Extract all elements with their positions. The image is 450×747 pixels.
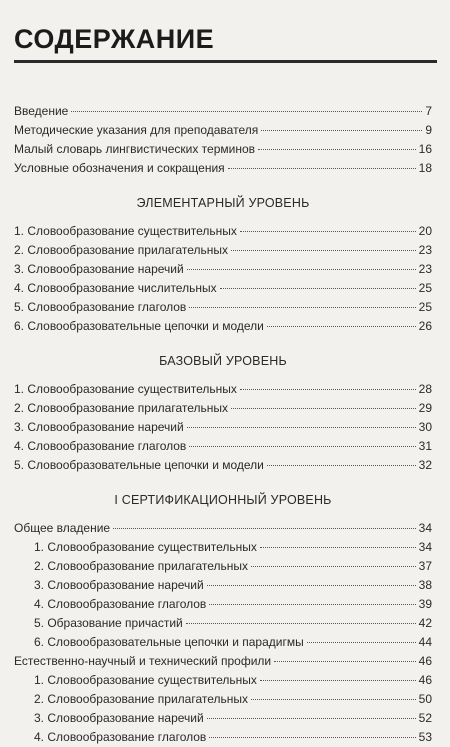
toc-entry-page: 46 [418,654,432,668]
toc-entry-page: 39 [418,597,432,611]
dot-leader [207,718,416,719]
dot-leader [307,642,416,643]
toc-entry-label: 1. Словообразование существительных [34,673,257,687]
toc-entry-label: 5. Образование причастий [34,616,183,630]
dot-leader [251,699,416,700]
dot-leader [187,269,416,270]
dot-leader [274,661,416,662]
toc-entry-label: 1. Словообразование существительных [34,540,257,554]
dot-leader [260,547,416,548]
toc-entry-group[interactable] [14,652,432,671]
toc-entry-label: 3. Словообразование наречий [14,420,184,434]
dot-leader [258,149,416,150]
title-underline [14,60,437,63]
toc-entry-page: 28 [418,382,432,396]
dot-leader [209,737,415,738]
toc-entry-label: 3. Словообразование наречий [34,578,204,592]
toc-entry[interactable] [14,241,432,260]
toc-entry-label: 5. Словообразовательные цепочки и модели [14,458,264,472]
toc-entry-label: 2. Словообразование прилагательных [34,559,249,573]
dot-leader [187,427,416,428]
toc-entry[interactable] [14,298,432,317]
dot-leader [260,680,416,681]
dot-leader [231,250,416,251]
toc-entry[interactable] [14,690,432,709]
toc-entry-label: 4. Словообразование глаголов [34,730,207,744]
dot-leader [207,585,416,586]
dot-leader [231,408,416,409]
toc-entry[interactable] [14,595,432,614]
toc-entry[interactable] [14,456,432,475]
toc-entry-page: 44 [418,635,432,649]
dot-leader [189,446,415,447]
toc-entry[interactable] [14,538,432,557]
toc-entry[interactable] [14,709,432,728]
section-heading-elementary: ЭЛЕМЕНТАРНЫЙ УРОВЕНЬ [136,196,310,210]
toc-entry[interactable] [14,260,432,279]
toc-entry[interactable] [14,576,432,595]
dot-leader [228,168,416,169]
toc-entry-page: 16 [418,142,432,156]
toc-entry-page: 23 [418,262,432,276]
dot-leader [186,623,416,624]
toc-entry-label: 6. Словообразовательные цепочки и парадигмы [34,635,304,649]
table-of-contents [14,102,432,747]
toc-entry-label: 3. Словообразование наречий [14,262,184,276]
toc-entry[interactable] [14,317,432,336]
toc-entry[interactable] [14,102,432,121]
toc-entry-group[interactable] [14,519,432,538]
toc-entry-label: Общее владение [14,521,111,535]
toc-entry-label: 2. Словообразование прилагательных [14,401,229,415]
toc-entry-page: 20 [418,224,432,238]
toc-entry-page: 34 [418,521,432,535]
toc-entry[interactable] [14,380,432,399]
toc-entry-page: 46 [418,673,432,687]
section-heading-certification: I СЕРТИФИКАЦИОННЫЙ УРОВЕНЬ [114,493,332,507]
toc-entry-page: 26 [418,319,432,333]
toc-entry[interactable] [14,121,432,140]
toc-entry-page: 50 [418,692,432,706]
toc-entry-label: 4. Словообразование числительных [14,281,217,295]
toc-entry-page: 9 [425,123,432,137]
dot-leader [267,465,416,466]
toc-entry-label: Введение [14,104,69,118]
toc-entry-page: 7 [425,104,432,118]
toc-entry-page: 25 [418,300,432,314]
dot-leader [240,389,416,390]
toc-entry-page: 25 [418,281,432,295]
toc-entry-page: 38 [418,578,432,592]
toc-entry-page: 18 [418,161,432,175]
toc-entry-label: 3. Словообразование наречий [34,711,204,725]
toc-entry-page: 37 [418,559,432,573]
dot-leader [251,566,416,567]
page-title: СОДЕРЖАНИЕ [14,24,215,54]
toc-entry-label: 2. Словообразование прилагательных [34,692,249,706]
toc-entry[interactable] [14,671,432,690]
dot-leader [261,130,422,131]
toc-entry-page: 32 [418,458,432,472]
toc-entry[interactable] [14,633,432,652]
toc-entry[interactable] [14,399,432,418]
toc-entry-label: 4. Словообразование глаголов [14,439,187,453]
toc-entry-page: 42 [418,616,432,630]
toc-entry[interactable] [14,222,432,241]
toc-entry-label: 1. Словообразование существительных [14,382,237,396]
toc-entry[interactable] [14,557,432,576]
dot-leader [220,288,416,289]
toc-entry-page: 29 [418,401,432,415]
dot-leader [240,231,416,232]
toc-entry-page: 30 [418,420,432,434]
toc-entry-label: Условные обозначения и сокращения [14,161,225,175]
toc-entry-page: 23 [418,243,432,257]
section-heading-basic: БАЗОВЫЙ УРОВЕНЬ [159,354,287,368]
toc-entry[interactable] [14,614,432,633]
dot-leader [189,307,415,308]
toc-entry-label: 6. Словообразовательные цепочки и модели [14,319,264,333]
toc-entry[interactable] [14,159,432,178]
toc-entry[interactable] [14,728,432,747]
dot-leader [71,111,422,112]
dot-leader [113,528,416,529]
dot-leader [209,604,415,605]
toc-entry[interactable] [14,279,432,298]
toc-entry-label: 4. Словообразование глаголов [34,597,207,611]
toc-entry-label: 1. Словообразование существительных [14,224,237,238]
toc-entry-page: 53 [418,730,432,744]
dot-leader [267,326,416,327]
toc-entry-label: 2. Словообразование прилагательных [14,243,229,257]
toc-entry[interactable] [14,437,432,456]
toc-entry-label: Малый словарь лингвистических терминов [14,142,255,156]
toc-entry-page: 52 [418,711,432,725]
toc-entry-label: Естественно-научный и технический профили [14,654,272,668]
toc-entry-page: 31 [418,439,432,453]
toc-entry[interactable] [14,418,432,437]
toc-entry-label: Методические указания для преподавателя [14,123,259,137]
toc-entry-page: 34 [418,540,432,554]
toc-entry[interactable] [14,140,432,159]
toc-entry-label: 5. Словообразование глаголов [14,300,187,314]
